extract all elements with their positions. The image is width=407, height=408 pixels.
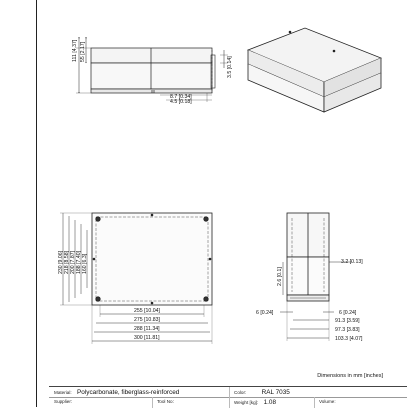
title-block (49, 386, 407, 408)
material-label: Material: (54, 390, 72, 395)
color-value: RAL 7035 (261, 389, 290, 396)
weight-cell (234, 399, 276, 406)
weight-value: 1.08 (263, 399, 277, 406)
weight-label: Weight [kg]: (234, 400, 259, 405)
dim-height-200: 200 [7.87] (70, 250, 76, 274)
dim-height-total: 111 [4.37] (72, 39, 78, 62)
dim-side-6: 6 [0.24] (339, 310, 357, 316)
color-label: Color: (234, 390, 247, 395)
dim-side-left: 6 [0.24] (256, 310, 274, 316)
tool-cell (157, 399, 174, 405)
dim-width-300: 300 [11.81] (134, 335, 160, 341)
top-view (60, 213, 212, 344)
dim-side-97-3: 97.3 [3.83] (335, 327, 360, 333)
dim-rib-a: 8.7 [0.34] (170, 94, 192, 100)
dim-height-160: 160 [6.3] (82, 253, 88, 274)
supplier-label: Supplier: (54, 399, 73, 404)
dim-width-255: 255 [10.04] (134, 308, 160, 314)
volume-label: Volume: (319, 399, 336, 404)
dim-side-103-3: 103.3 [4.07] (335, 336, 363, 342)
isometric-view (248, 28, 381, 112)
dim-side-inner: 2.6 [0.1] (277, 267, 283, 286)
dim-height-188: 188 [7.40] (76, 250, 82, 274)
supplier-cell (54, 399, 72, 405)
title-block-divider (152, 397, 153, 408)
dim-side-91-3: 91.3 [3.59] (335, 318, 360, 324)
title-block-divider (229, 387, 230, 408)
tool-label: Tool No: (157, 399, 174, 404)
dim-width-275: 275 [10.83] (134, 317, 160, 323)
title-block-divider (314, 397, 315, 408)
dim-rib-b: 4.5 [0.18] (170, 99, 192, 105)
dim-height-230: 230 [9.06] (58, 250, 64, 274)
units-note: Dimensions in mm [inches] (317, 373, 383, 379)
front-view (76, 37, 228, 102)
material-value: Polycarbonate, fiberglass-reinforced (77, 389, 180, 396)
title-block-row-supplier (49, 397, 407, 407)
dim-width-288: 288 [11.34] (134, 326, 160, 332)
dim-height-lid: 55 [2.17] (80, 41, 86, 62)
dim-side-top-right: 3.2 [0.13] (341, 259, 363, 265)
color-cell (234, 389, 290, 396)
dim-lid-offset: 3.5 [0.14] (227, 56, 233, 78)
dim-height-218: 218 [8.58] (64, 250, 70, 274)
material-cell (54, 389, 179, 396)
volume-cell (319, 399, 336, 405)
